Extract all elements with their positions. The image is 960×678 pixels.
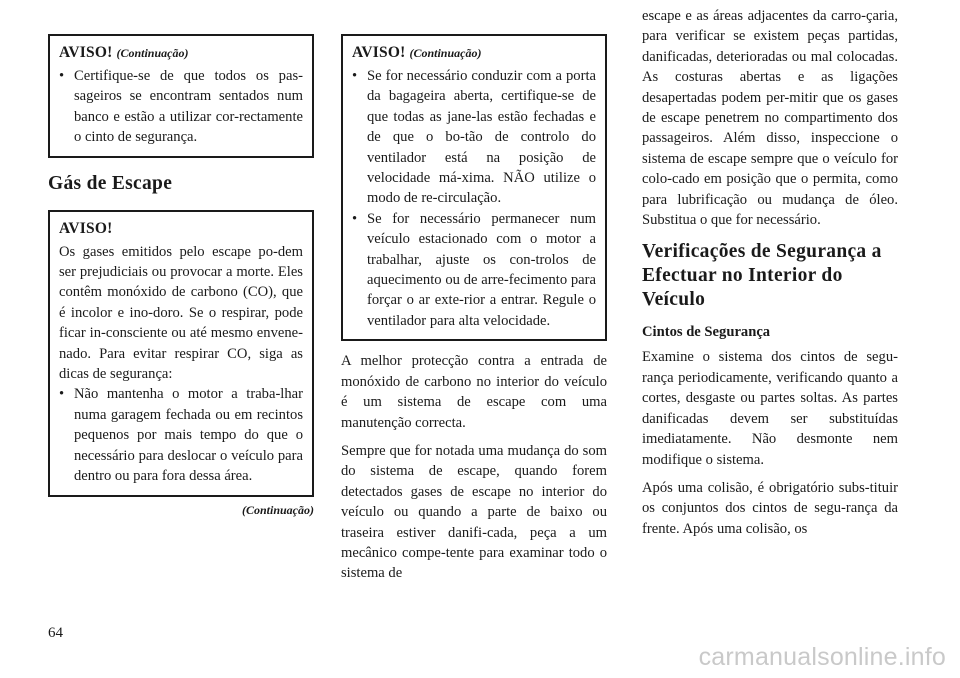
warning-box-continued — [48, 34, 314, 158]
warning-title: AVISO! — [59, 219, 113, 237]
column-middle — [341, 34, 607, 592]
body-paragraph-continued: escape e as áreas adjacentes da carro-çaria, para verificar se existem peças partidas, danificadas, deterioradas ou mal colocadas. As costuras abertas e as ligações desapertadas podem per-mitir que os gases de escape penetrem no compartimento dos passageiros. Além disso, inspeccione o sistema de escape sempre que o veículo for colo-cado em posição que o permita, como para lubrificação ou mudança de óleo. Substitua o que for necessário. — [642, 8, 898, 229]
warning-heading — [352, 44, 596, 62]
warning-heading — [59, 44, 303, 62]
body-paragraph: A melhor protecção contra a entrada de monóxido de carbono no interior do veículo é um sistema de escape com uma manutenção correcta. — [341, 353, 607, 431]
warning-bullet-list — [59, 384, 303, 486]
warning-box-continued — [341, 34, 607, 341]
warning-bullet — [352, 209, 596, 331]
bullet-icon: • — [59, 386, 65, 403]
section-title-interior-safety-checks: Verificações de Segurança a Efectuar no Interior do Veículo — [642, 241, 882, 311]
watermark: carmanualsonline.info — [698, 643, 946, 671]
page-number: 64 — [48, 625, 63, 641]
warning-bullet-text: Se for necessário permanecer num veículo estacionado com o motor a trabalhar, ajuste os con-trolos de aquecimento ou de arre-fecimento para forçar o ar exte-rior a entrar. Regule o ventilador para alta velocidade. — [367, 210, 596, 329]
warning-title: AVISO! — [59, 44, 113, 61]
body-paragraph: Sempre que for notada uma mudança do som do sistema de escape, quando forem detectados gases de escape no interior do veículo ou quando a parte de baixo ou traseira estiver danifi-cada, peça a um mecânico compe-tente para examinar todo o sistema de — [341, 442, 607, 582]
warning-box-exhaust — [48, 210, 314, 497]
column-right — [642, 6, 898, 547]
continuation-label: (Continuação) — [116, 46, 189, 60]
warning-text: Os gases emitidos pelo escape po-dem ser prejudiciais ou provocar a morte. Eles contêm monóxido de carbono (CO), que é incolor e ino-doro. Se o respirar, pode ficar in-consciente ou até mesmo envene-nado. Para evitar respirar CO, siga as dicas de segurança: — [59, 243, 303, 383]
warning-bullet-text: Certifique-se de que todos os pas-sageiros se encontram sentados num banco e estão a utilizar cor-rectamente o cinto de segurança. — [74, 68, 303, 146]
warning-bullet-list — [352, 66, 596, 331]
warning-bullet-text: Se for necessário conduzir com a porta da bagageira aberta, certifique-se de que todas as jane-las estão fechadas e de que o bo-tão de controlo do ventilador está na posição de velocidade má-xima. NÃO utilize o modo de re-circulação. — [367, 68, 596, 207]
warning-title: AVISO! — [352, 44, 406, 61]
subsection-title-seat-belts: Cintos de Segurança — [642, 324, 771, 341]
continuation-label: (Continuação) — [409, 46, 482, 60]
warning-bullet-text: Não mantenha o motor a traba-lhar numa garagem fechada ou em recintos pequenos por mais tempo do que o necessário para deslocar o veículo para dentro ou para fora dessa área. — [74, 386, 303, 485]
warning-bullet — [352, 66, 596, 209]
continuation-footer: (Continuação) — [241, 502, 314, 517]
bullet-icon: • — [352, 68, 358, 84]
body-paragraph: Após uma colisão, é obrigatório subs-tituir os conjuntos dos cintos de segu-rança da frente. Após uma colisão, os — [642, 479, 898, 537]
bullet-icon: • — [352, 210, 358, 227]
warning-bullet-list — [59, 66, 303, 148]
section-title-exhaust-gas: Gás de Escape — [48, 172, 173, 194]
warning-bullet — [59, 384, 303, 486]
warning-bullet — [59, 66, 303, 148]
warning-heading — [59, 220, 303, 238]
body-paragraph: Examine o sistema dos cintos de segu-rança periodicamente, verificando quanto a cortes, desgaste ou partes soltas. As partes danificadas devem ser substituídas imediatamente. Não desmonte nem modifique o sistema. — [642, 349, 898, 468]
column-left — [48, 34, 314, 518]
bullet-icon: • — [59, 68, 65, 84]
